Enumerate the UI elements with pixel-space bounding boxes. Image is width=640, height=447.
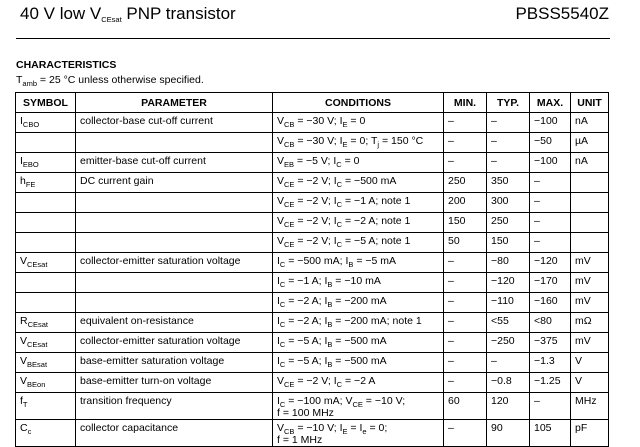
cell-symbol <box>16 293 76 313</box>
cell-min: – <box>444 420 487 447</box>
cell-min: – <box>444 153 487 173</box>
cell-typ: 250 <box>487 213 530 233</box>
cell-min: 50 <box>444 233 487 253</box>
cell-symbol <box>16 273 76 293</box>
cell-typ: −80 <box>487 253 530 273</box>
cell-conditions: $V_{EB} = -5$ V; $I_C = 0$ <box>273 153 444 173</box>
header-parameter: PARAMETER <box>76 93 273 113</box>
cell-conditions: $V_{CB} = -30$ V; $I_E = 0$ <box>273 113 444 133</box>
header-conditions: CONDITIONS <box>273 93 444 113</box>
cell-conditions: $V_{CE} = -2$ V; $I_C = -5$ A; note 1 <box>273 233 444 253</box>
cell-unit: mΩ <box>571 313 609 333</box>
title-text-end: PNP transistor <box>121 4 236 23</box>
cell-min: – <box>444 273 487 293</box>
table-row <box>16 313 609 333</box>
section-condition <box>16 74 204 86</box>
cond-subscript: amb <box>22 79 38 88</box>
table-row <box>16 233 609 253</box>
characteristics-table <box>15 92 609 447</box>
cell-typ: 150 <box>487 233 530 253</box>
table-row <box>16 153 609 173</box>
cell-max: −1.3 <box>530 353 571 373</box>
cell-unit: nA <box>571 113 609 133</box>
cell-parameter: collector capacitance <box>76 420 273 447</box>
table-row <box>16 193 609 213</box>
cell-min: – <box>444 313 487 333</box>
cell-max: −160 <box>530 293 571 313</box>
section-title: CHARACTERISTICS <box>16 59 117 71</box>
cell-conditions: $V_{CE} = -2$ V; $I_C = -2$ A <box>273 373 444 393</box>
cell-unit: V <box>571 373 609 393</box>
cell-parameter: DC current gain <box>76 173 273 193</box>
header-unit: UNIT <box>571 93 609 113</box>
cell-parameter: collector-emitter saturation voltage <box>76 253 273 273</box>
cell-typ: – <box>487 113 530 133</box>
cell-max: −170 <box>530 273 571 293</box>
cell-max: – <box>530 213 571 233</box>
title-subscript: CEsat <box>101 15 122 24</box>
cell-parameter <box>76 213 273 233</box>
header-typ: TYP. <box>487 93 530 113</box>
cell-conditions: $V_{CB} = -30$ V; $I_E = 0$; $T_j = 150$ °C <box>273 133 444 153</box>
cell-unit: nA <box>571 153 609 173</box>
cell-max: −100 <box>530 153 571 173</box>
cell-max: – <box>530 233 571 253</box>
cond-text: T <box>16 74 23 86</box>
cell-conditions: $I_C = -500$ mA; $I_B = -5$ mA <box>273 253 444 273</box>
cell-parameter: base-emitter saturation voltage <box>76 353 273 373</box>
cell-unit: MHz <box>571 393 609 420</box>
cell-conditions: $I_C = -100$ mA; $V_{CE} = -10$ V; f = 100 MHz <box>273 393 444 420</box>
cell-unit: mV <box>571 273 609 293</box>
cell-unit: mV <box>571 293 609 313</box>
title-text: 40 V low V <box>20 4 102 23</box>
cell-parameter <box>76 193 273 213</box>
cell-typ: 300 <box>487 193 530 213</box>
table-row <box>16 373 609 393</box>
cell-symbol: $I_{CBO}$ <box>16 113 76 133</box>
table-row <box>16 293 609 313</box>
cell-typ: −0.8 <box>487 373 530 393</box>
cell-symbol: $R_{CEsat}$ <box>16 313 76 333</box>
cell-parameter: collector-emitter saturation voltage <box>76 333 273 353</box>
table-header-row <box>16 93 609 113</box>
cell-typ: – <box>487 133 530 153</box>
cell-symbol: $f_T$ <box>16 393 76 420</box>
cell-conditions: $I_C = -5$ A; $I_B = -500$ mA <box>273 353 444 373</box>
cell-parameter: transition frequency <box>76 393 273 420</box>
cell-conditions: $I_C = -1$ A; $I_B = -10$ mA <box>273 273 444 293</box>
cell-unit: pF <box>571 420 609 447</box>
cell-unit: V <box>571 353 609 373</box>
header-rule <box>16 38 610 39</box>
cell-max: – <box>530 173 571 193</box>
cell-max: −120 <box>530 253 571 273</box>
document-title <box>20 4 236 24</box>
cell-typ: 90 <box>487 420 530 447</box>
cell-parameter <box>76 233 273 253</box>
cell-conditions: $V_{CE} = -2$ V; $I_C = -1$ A; note 1 <box>273 193 444 213</box>
cell-min: 200 <box>444 193 487 213</box>
cell-min: – <box>444 353 487 373</box>
table-body <box>16 113 609 447</box>
cell-min: – <box>444 333 487 353</box>
cell-unit <box>571 233 609 253</box>
table-row <box>16 133 609 153</box>
cell-parameter: emitter-base cut-off current <box>76 153 273 173</box>
cell-max: – <box>530 193 571 213</box>
header-max: MAX. <box>530 93 571 113</box>
header-symbol: SYMBOL <box>16 93 76 113</box>
cell-min: – <box>444 113 487 133</box>
cell-parameter: collector-base cut-off current <box>76 113 273 133</box>
cell-max: <80 <box>530 313 571 333</box>
cell-max: −100 <box>530 113 571 133</box>
cell-symbol: $V_{CEsat}$ <box>16 253 76 273</box>
cell-typ: – <box>487 353 530 373</box>
cell-unit <box>571 213 609 233</box>
cell-conditions: $V_{CE} = -2$ V; $I_C = -2$ A; note 1 <box>273 213 444 233</box>
cell-min: – <box>444 253 487 273</box>
cell-max: 105 <box>530 420 571 447</box>
cell-parameter <box>76 133 273 153</box>
cell-min: – <box>444 373 487 393</box>
table-row <box>16 173 609 193</box>
table-row <box>16 333 609 353</box>
table-row <box>16 213 609 233</box>
cell-max: – <box>530 393 571 420</box>
cell-max: −375 <box>530 333 571 353</box>
cell-typ: – <box>487 153 530 173</box>
cell-min: – <box>444 293 487 313</box>
cell-symbol: $h_{FE}$ <box>16 173 76 193</box>
cell-conditions: $I_C = -2$ A; $I_B = -200$ mA; note 1 <box>273 313 444 333</box>
table-row <box>16 253 609 273</box>
cell-parameter <box>76 293 273 313</box>
cell-typ: −110 <box>487 293 530 313</box>
cell-symbol: $I_{EBO}$ <box>16 153 76 173</box>
header-min: MIN. <box>444 93 487 113</box>
cell-parameter: equivalent on-resistance <box>76 313 273 333</box>
cell-parameter <box>76 273 273 293</box>
cell-unit: µA <box>571 133 609 153</box>
cell-min: – <box>444 133 487 153</box>
cell-typ: −250 <box>487 333 530 353</box>
cell-unit: mV <box>571 333 609 353</box>
table-row <box>16 273 609 293</box>
cell-typ: 350 <box>487 173 530 193</box>
part-number: PBSS5540Z <box>515 4 609 23</box>
cond-text-end: = 25 °C unless otherwise specified. <box>37 74 204 86</box>
cell-symbol: $C_c$ <box>16 420 76 447</box>
cell-unit <box>571 173 609 193</box>
cell-min: 250 <box>444 173 487 193</box>
cell-typ: 120 <box>487 393 530 420</box>
cell-min: 60 <box>444 393 487 420</box>
cell-unit: mV <box>571 253 609 273</box>
cell-max: −50 <box>530 133 571 153</box>
table-row <box>16 353 609 373</box>
table-row <box>16 393 609 420</box>
table-row <box>16 113 609 133</box>
cell-symbol <box>16 133 76 153</box>
cell-max: −1.25 <box>530 373 571 393</box>
cell-symbol: $V_{BEsat}$ <box>16 353 76 373</box>
cell-parameter: base-emitter turn-on voltage <box>76 373 273 393</box>
cell-conditions: $V_{CE} = -2$ V; $I_C = -500$ mA <box>273 173 444 193</box>
cell-symbol: $V_{CEsat}$ <box>16 333 76 353</box>
cell-min: 150 <box>444 213 487 233</box>
cell-typ: −120 <box>487 273 530 293</box>
cell-symbol <box>16 193 76 213</box>
cell-conditions: $I_C = -5$ A; $I_B = -500$ mA <box>273 333 444 353</box>
cell-symbol <box>16 213 76 233</box>
cell-typ: <55 <box>487 313 530 333</box>
cell-symbol: $V_{BEon}$ <box>16 373 76 393</box>
cell-unit <box>571 193 609 213</box>
table-row <box>16 420 609 447</box>
cell-conditions: $I_C = -2$ A; $I_B = -200$ mA <box>273 293 444 313</box>
cell-conditions: $V_{CB} = -10$ V; $I_E = I_e = 0$; f = 1 MHz <box>273 420 444 447</box>
cell-symbol <box>16 233 76 253</box>
